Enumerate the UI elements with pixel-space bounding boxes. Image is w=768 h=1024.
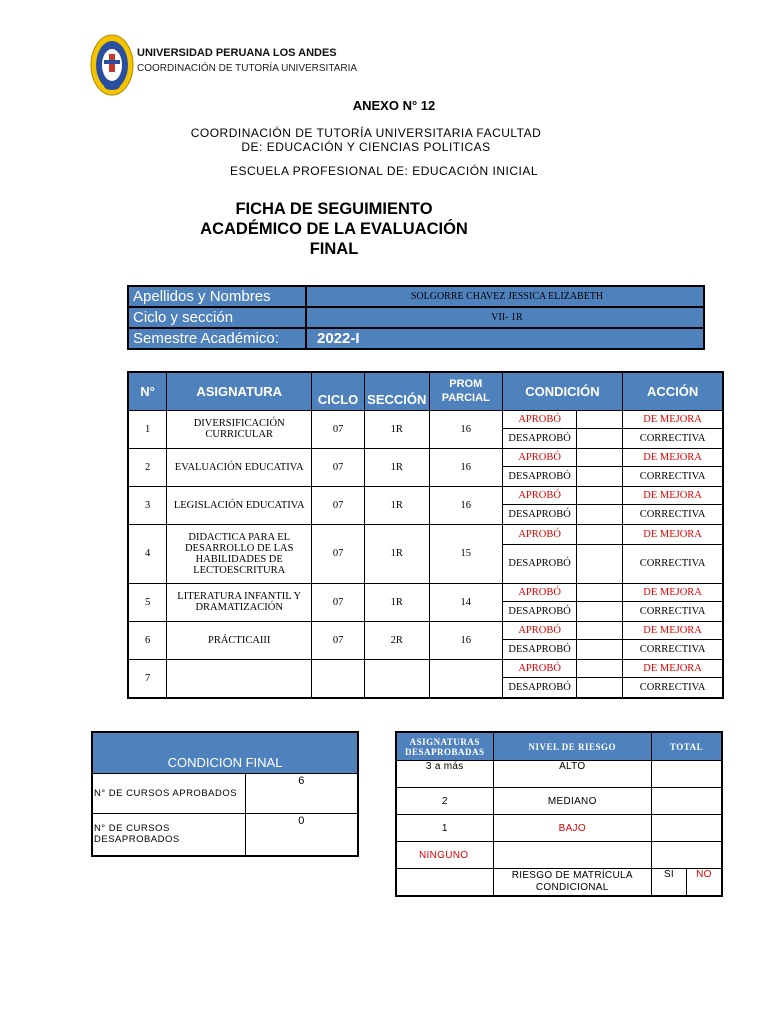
corrective-action: CORRECTIVA [623, 544, 723, 583]
approved-label: APROBÓ [502, 621, 577, 639]
risk-row-3-total [652, 815, 722, 842]
document-title [0, 199, 718, 259]
course-number: 4 [128, 524, 167, 583]
header-subject: ASIGNATURA [167, 372, 312, 410]
risk-row-1-level: ALTO [493, 761, 652, 788]
course-number: 2 [128, 448, 167, 486]
course-section: 1R [364, 448, 429, 486]
risk-row-2-level: MEDIANO [493, 788, 652, 815]
grade-row [128, 621, 723, 639]
grades-body [128, 410, 723, 698]
grade-row [128, 659, 723, 677]
course-section: 1R [364, 486, 429, 524]
cycle-label: Ciclo y sección [128, 307, 306, 328]
approved-mark [577, 448, 623, 466]
improvement-action: DE MEJORA [623, 621, 723, 639]
course-name: LITERATURA INFANTIL Y DRAMATIZACIÓN [167, 583, 312, 621]
header-condition: CONDICIÓN [502, 372, 622, 410]
risk-level-table [395, 731, 723, 897]
failed-label: DESAPROBÓ [502, 639, 577, 659]
header-prom [429, 372, 502, 410]
risk-row-3-level: BAJO [493, 815, 652, 842]
approved-label: APROBÓ [502, 659, 577, 677]
grade-row [128, 486, 723, 504]
approved-mark [577, 583, 623, 601]
failed-mark [577, 504, 623, 524]
course-name [167, 659, 312, 698]
final-condition-table [91, 731, 359, 857]
grades-table [127, 371, 724, 699]
course-prom: 16 [429, 410, 502, 448]
risk-row-3-count: 1 [396, 815, 493, 842]
course-prom: 16 [429, 448, 502, 486]
student-info-table [127, 285, 705, 350]
course-number: 7 [128, 659, 167, 698]
approved-label: APROBÓ [502, 410, 577, 428]
header-prom-line-1: PROM [449, 378, 483, 391]
risk-header-failed: ASIGNATURAS DESAPROBADAS [396, 732, 493, 761]
grade-row [128, 524, 723, 544]
risk-enroll-label: RIESGO DE MATRÍCULA CONDICIONAL [493, 869, 652, 897]
failed-label: DESAPROBÓ [502, 544, 577, 583]
course-name: EVALUACIÓN EDUCATIVA [167, 448, 312, 486]
failed-mark [577, 428, 623, 448]
course-prom: 14 [429, 583, 502, 621]
approved-mark [577, 486, 623, 504]
approved-mark [577, 410, 623, 428]
failed-mark [577, 466, 623, 486]
approved-mark [577, 621, 623, 639]
corrective-action: CORRECTIVA [623, 466, 723, 486]
corrective-action: CORRECTIVA [623, 428, 723, 448]
title-line-1: FICHA DE SEGUIMIENTO [235, 200, 433, 218]
coordination-heading [0, 126, 752, 154]
failed-label: DESAPROBÓ [502, 677, 577, 698]
grade-row [128, 410, 723, 428]
university-name: UNIVERSIDAD PERUANA LOS ANDES [137, 47, 337, 59]
header-number: N° [128, 372, 167, 410]
corrective-action: CORRECTIVA [623, 504, 723, 524]
course-cycle: 07 [312, 448, 365, 486]
course-cycle [312, 659, 365, 698]
course-cycle: 07 [312, 583, 365, 621]
header-action: ACCIÓN [623, 372, 723, 410]
course-section: 1R [364, 583, 429, 621]
course-prom [429, 659, 502, 698]
school-heading: ESCUELA PROFESIONAL DE: EDUCACIÓN INICIAL [229, 164, 539, 178]
failed-label: DESAPROBÓ [502, 428, 577, 448]
course-name: DIVERSIFICACIÓN CURRICULAR [167, 410, 312, 448]
approved-label: APROBÓ [502, 486, 577, 504]
university-seal [90, 34, 134, 96]
course-number: 1 [128, 410, 167, 448]
approved-courses-value: 6 [246, 774, 359, 814]
risk-header-total: TOTAL [652, 732, 722, 761]
grade-row [128, 448, 723, 466]
risk-row-1-count: 3 a más [396, 761, 493, 788]
course-name: DIDACTICA PARA EL DESARROLLO DE LAS HABILIDADES DE LECTOESCRITURA [167, 524, 312, 583]
coordination-name: COORDINACIÓN DE TUTORÍA UNIVERSITARIA [137, 63, 358, 74]
course-section: 1R [364, 524, 429, 583]
course-cycle: 07 [312, 410, 365, 448]
course-section: 1R [364, 410, 429, 448]
failed-courses-value: 0 [246, 814, 359, 856]
header-prom-line-2: PARCIAL [441, 392, 490, 405]
course-prom: 16 [429, 486, 502, 524]
risk-row-4-total [652, 842, 722, 869]
course-name: PRÁCTICAIII [167, 621, 312, 659]
risk-enroll-empty [396, 869, 493, 897]
failed-mark [577, 677, 623, 698]
failed-mark [577, 544, 623, 583]
coordination-line-1: COORDINACIÓN DE TUTORÍA UNIVERSITARIA FACULTAD [190, 126, 542, 140]
course-prom: 15 [429, 524, 502, 583]
header-cycle: CICLO [312, 372, 365, 410]
name-label: Apellidos y Nombres [128, 286, 306, 307]
course-number: 3 [128, 486, 167, 524]
risk-row-2-count: 2 [396, 788, 493, 815]
corrective-action: CORRECTIVA [623, 639, 723, 659]
final-condition-title: CONDICION FINAL [92, 732, 358, 774]
corrective-action: CORRECTIVA [623, 601, 723, 621]
approved-label: APROBÓ [502, 583, 577, 601]
failed-label: DESAPROBÓ [502, 466, 577, 486]
course-cycle: 07 [312, 524, 365, 583]
course-section [364, 659, 429, 698]
cycle-value: VII- 1R [306, 307, 704, 328]
corrective-action: CORRECTIVA [623, 677, 723, 698]
course-section: 2R [364, 621, 429, 659]
semester-value: 2022-I [306, 328, 704, 349]
improvement-action: DE MEJORA [623, 583, 723, 601]
risk-row-2-total [652, 788, 722, 815]
improvement-action: DE MEJORA [623, 524, 723, 544]
course-prom: 16 [429, 621, 502, 659]
title-line-3: FINAL [309, 240, 359, 258]
course-number: 5 [128, 583, 167, 621]
risk-enroll-yes: SI [652, 869, 687, 897]
improvement-action: DE MEJORA [623, 410, 723, 428]
risk-header-level: NIVEL DE RIESGO [493, 732, 652, 761]
approved-label: APROBÓ [502, 524, 577, 544]
failed-mark [577, 639, 623, 659]
risk-row-4-count: NINGUNO [396, 842, 493, 869]
name-value: SOLGORRE CHAVEZ JESSICA ELIZABETH [306, 286, 704, 307]
approved-courses-label: N° DE CURSOS APROBADOS [92, 774, 246, 814]
failed-courses-label: N° DE CURSOS DESAPROBADOS [92, 814, 246, 856]
semester-label: Semestre Académico: [128, 328, 306, 349]
risk-row-1-total [652, 761, 722, 788]
annex-number: ANEXO N° 12 [352, 98, 436, 113]
failed-label: DESAPROBÓ [502, 601, 577, 621]
approved-mark [577, 524, 623, 544]
course-cycle: 07 [312, 621, 365, 659]
improvement-action: DE MEJORA [623, 659, 723, 677]
title-line-2: ACADÉMICO DE LA EVALUACIÓN [200, 220, 468, 238]
risk-row-4-level [493, 842, 652, 869]
course-name: LEGISLACIÓN EDUCATIVA [167, 486, 312, 524]
risk-enroll-no: NO [686, 869, 722, 897]
course-cycle: 07 [312, 486, 365, 524]
failed-label: DESAPROBÓ [502, 504, 577, 524]
approved-mark [577, 659, 623, 677]
grade-row [128, 583, 723, 601]
approved-label: APROBÓ [502, 448, 577, 466]
coordination-line-2: DE: EDUCACIÓN Y CIENCIAS POLITICAS [241, 140, 491, 154]
improvement-action: DE MEJORA [623, 448, 723, 466]
course-number: 6 [128, 621, 167, 659]
improvement-action: DE MEJORA [623, 486, 723, 504]
header-section: SECCIÓN [364, 372, 429, 410]
failed-mark [577, 601, 623, 621]
